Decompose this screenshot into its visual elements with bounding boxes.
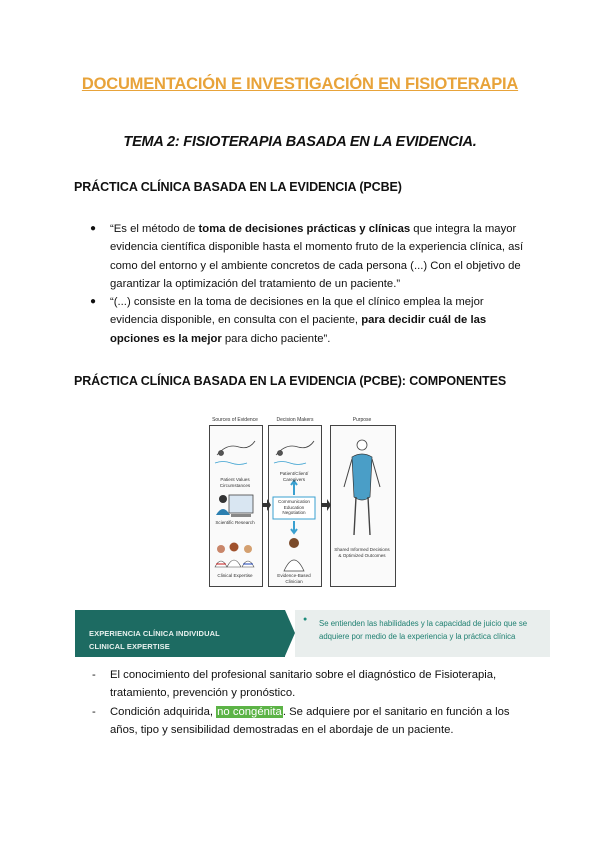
bullet-item (90, 293, 530, 348)
diagram-label: Clinical Expertise (217, 573, 253, 578)
researcher-icon (216, 495, 253, 517)
list-item (90, 703, 540, 740)
diagram-label: Patient Values Circumstances (219, 477, 251, 488)
evidence-components-diagram (207, 415, 397, 585)
section-title-pcbe: PRÁCTICA CLÍNICA BASADA EN LA EVIDENCIA (PCBE) (74, 180, 402, 194)
list-item-text: Condición adquirida, (110, 705, 217, 718)
banner-line: EXPERIENCIA CLÍNICA INDIVIDUAL (89, 629, 220, 638)
bullet-icon: ● (90, 223, 97, 234)
arrow-right-icon (321, 499, 331, 511)
swimmer-icon (215, 441, 255, 465)
highlighted-text: no congénita (217, 705, 282, 718)
definition-list (90, 220, 530, 348)
arrow-up-icon (291, 481, 297, 495)
list-item (90, 666, 540, 703)
banner-arrow-icon (285, 610, 295, 656)
diagram-label: Shared Informed Decisions & Optimized Outcomes (334, 547, 390, 558)
bullet-icon: ● (90, 296, 97, 308)
diagram-label: Scientific Research (215, 520, 255, 525)
bullet-item (90, 220, 530, 293)
diagram-header: Decision Makers (276, 417, 314, 423)
diagram-label: Communication Education Negotiation (278, 499, 310, 515)
arrow-down-icon (291, 521, 297, 533)
banner-description-text: Se entienden las habilidades y la capacidad de juicio que se adquiere por medio de la experiencia y la práctica clínica (319, 619, 528, 641)
dash-icon: - (92, 669, 96, 681)
topic-title: TEMA 2: FISIOTERAPIA BASADA EN LA EVIDENCIA. (123, 134, 477, 150)
document-title: DOCUMENTACIÓN E INVESTIGACIÓN EN FISIOTERAPIA (81, 75, 519, 93)
banner-label-text (89, 627, 220, 653)
diagram-label: Patient/Client/ Caregivers (279, 471, 309, 482)
banner-label (75, 610, 285, 657)
list-item-text: . Se adquiere por el sanitario en función a los años, tipo y sensibilidad demostradas en el abordaje de un paciente. (110, 705, 510, 736)
diagram-header: Sources of Evidence (212, 417, 258, 423)
bullet-bold-text: para decidir cuál de las opciones es la mejor (110, 314, 487, 345)
banner-description (295, 610, 550, 657)
bullet-icon: ● (303, 616, 308, 623)
diagram-header: Purpose (352, 417, 372, 423)
bullet-text: “Es el método de (110, 223, 199, 235)
clinicians-icon (215, 543, 254, 568)
bullet-text: “(...) consiste en la toma de decisiones en la que el clínico emplea la mejor evidencia disponible, en consulta con el paciente, (110, 296, 484, 327)
section-title-components: PRÁCTICA CLÍNICA BASADA EN LA EVIDENCIA (PCBE): COMPONENTES (74, 374, 507, 388)
dash-icon: - (92, 705, 96, 718)
diagram-label: Evidence-Based Clinician (277, 573, 311, 584)
clinician-icon (284, 538, 304, 571)
expertise-list (90, 666, 540, 739)
arrow-right-icon (262, 499, 271, 511)
banner-line: CLINICAL EXPERTISE (89, 642, 170, 651)
patient-figure-icon (344, 440, 380, 535)
bullet-text: para dicho paciente”. (221, 332, 331, 345)
list-item-text: El conocimiento del profesional sanitario sobre el diagnóstico de Fisioterapia, tratamiento, prevención y pronóstico. (110, 669, 497, 700)
bullet-bold-text: toma de decisiones prácticas y clínicas (198, 223, 411, 235)
bullet-text: que integra la mayor evidencia científica disponible hasta el momento fruto de la experiencia clínica, así como del entorno y el ambiente concretos de cada persona (...) Con el objetivo de garantizar la optimización del tratamiento de un paciente.” (110, 223, 524, 290)
swimmer-icon (274, 441, 314, 465)
